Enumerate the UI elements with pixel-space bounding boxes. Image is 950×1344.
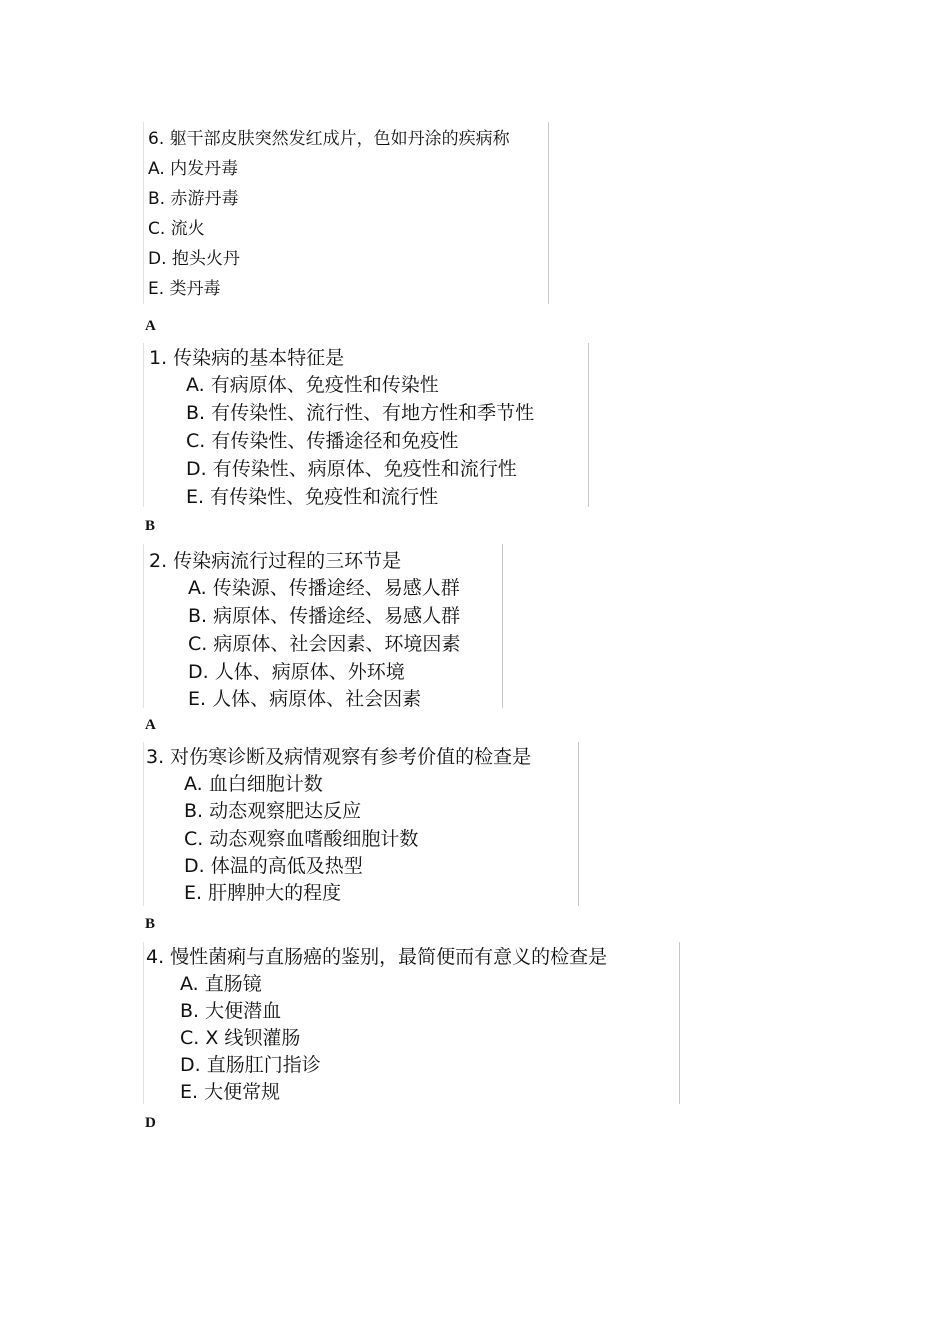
option-c: C. 动态观察血嗜酸细胞计数 [184, 828, 419, 850]
question-block-3 [143, 742, 579, 906]
answer-label: D [145, 1115, 156, 1131]
option-d: D. 直肠肛门指诊 [180, 1054, 321, 1076]
option-a: A. 直肠镜 [180, 973, 262, 995]
option-b: B. 赤游丹毒 [148, 189, 239, 209]
option-b: B. 动态观察肥达反应 [184, 800, 362, 822]
option-c: C. 病原体、社会因素、环境因素 [188, 633, 461, 655]
option-b: B. 大便潜血 [180, 1000, 282, 1022]
option-d: D. 人体、病原体、外环境 [188, 661, 405, 683]
option-b: B. 有传染性、流行性、有地方性和季节性 [186, 402, 535, 424]
option-a: A. 内发丹毒 [148, 159, 239, 179]
question-block-6 [143, 122, 549, 304]
question-block-4 [143, 942, 680, 1104]
answer-label: A [145, 717, 156, 733]
option-b: B. 病原体、传播途经、易感人群 [188, 605, 461, 627]
option-c: C. 有传染性、传播途径和免疫性 [186, 430, 459, 452]
answer-label: B [145, 916, 156, 932]
question-stem: 6. 躯干部皮肤突然发红成片，色如丹涂的疾病称 [148, 129, 510, 149]
option-c: C. X 线钡灌肠 [180, 1027, 301, 1049]
question-block-1 [143, 343, 589, 507]
option-e: E. 肝脾肿大的程度 [184, 882, 342, 904]
option-d: D. 抱头火丹 [148, 249, 240, 269]
answer-label: B [145, 518, 156, 534]
answer-label: A [145, 318, 156, 334]
option-a: A. 血白细胞计数 [184, 773, 323, 795]
option-d: D. 体温的高低及热型 [184, 855, 363, 877]
option-e: E. 人体、病原体、社会因素 [188, 688, 422, 710]
option-a: A. 传染源、传播途经、易感人群 [188, 577, 460, 599]
question-stem: 4. 慢性菌痢与直肠癌的鉴别，最简便而有意义的检查是 [146, 946, 608, 968]
question-stem: 2. 传染病流行过程的三环节是 [149, 550, 402, 572]
question-block-2 [143, 544, 503, 708]
option-c: C. 流火 [148, 219, 205, 239]
question-stem: 1. 传染病的基本特征是 [149, 347, 345, 369]
option-e: E. 大便常规 [180, 1081, 281, 1103]
option-a: A. 有病原体、免疫性和传染性 [186, 374, 439, 396]
option-e: E. 类丹毒 [148, 279, 221, 299]
question-stem: 3. 对伤寒诊断及病情观察有参考价值的检查是 [146, 746, 532, 768]
option-e: E. 有传染性、免疫性和流行性 [186, 486, 439, 508]
option-d: D. 有传染性、病原体、免疫性和流行性 [186, 458, 517, 480]
